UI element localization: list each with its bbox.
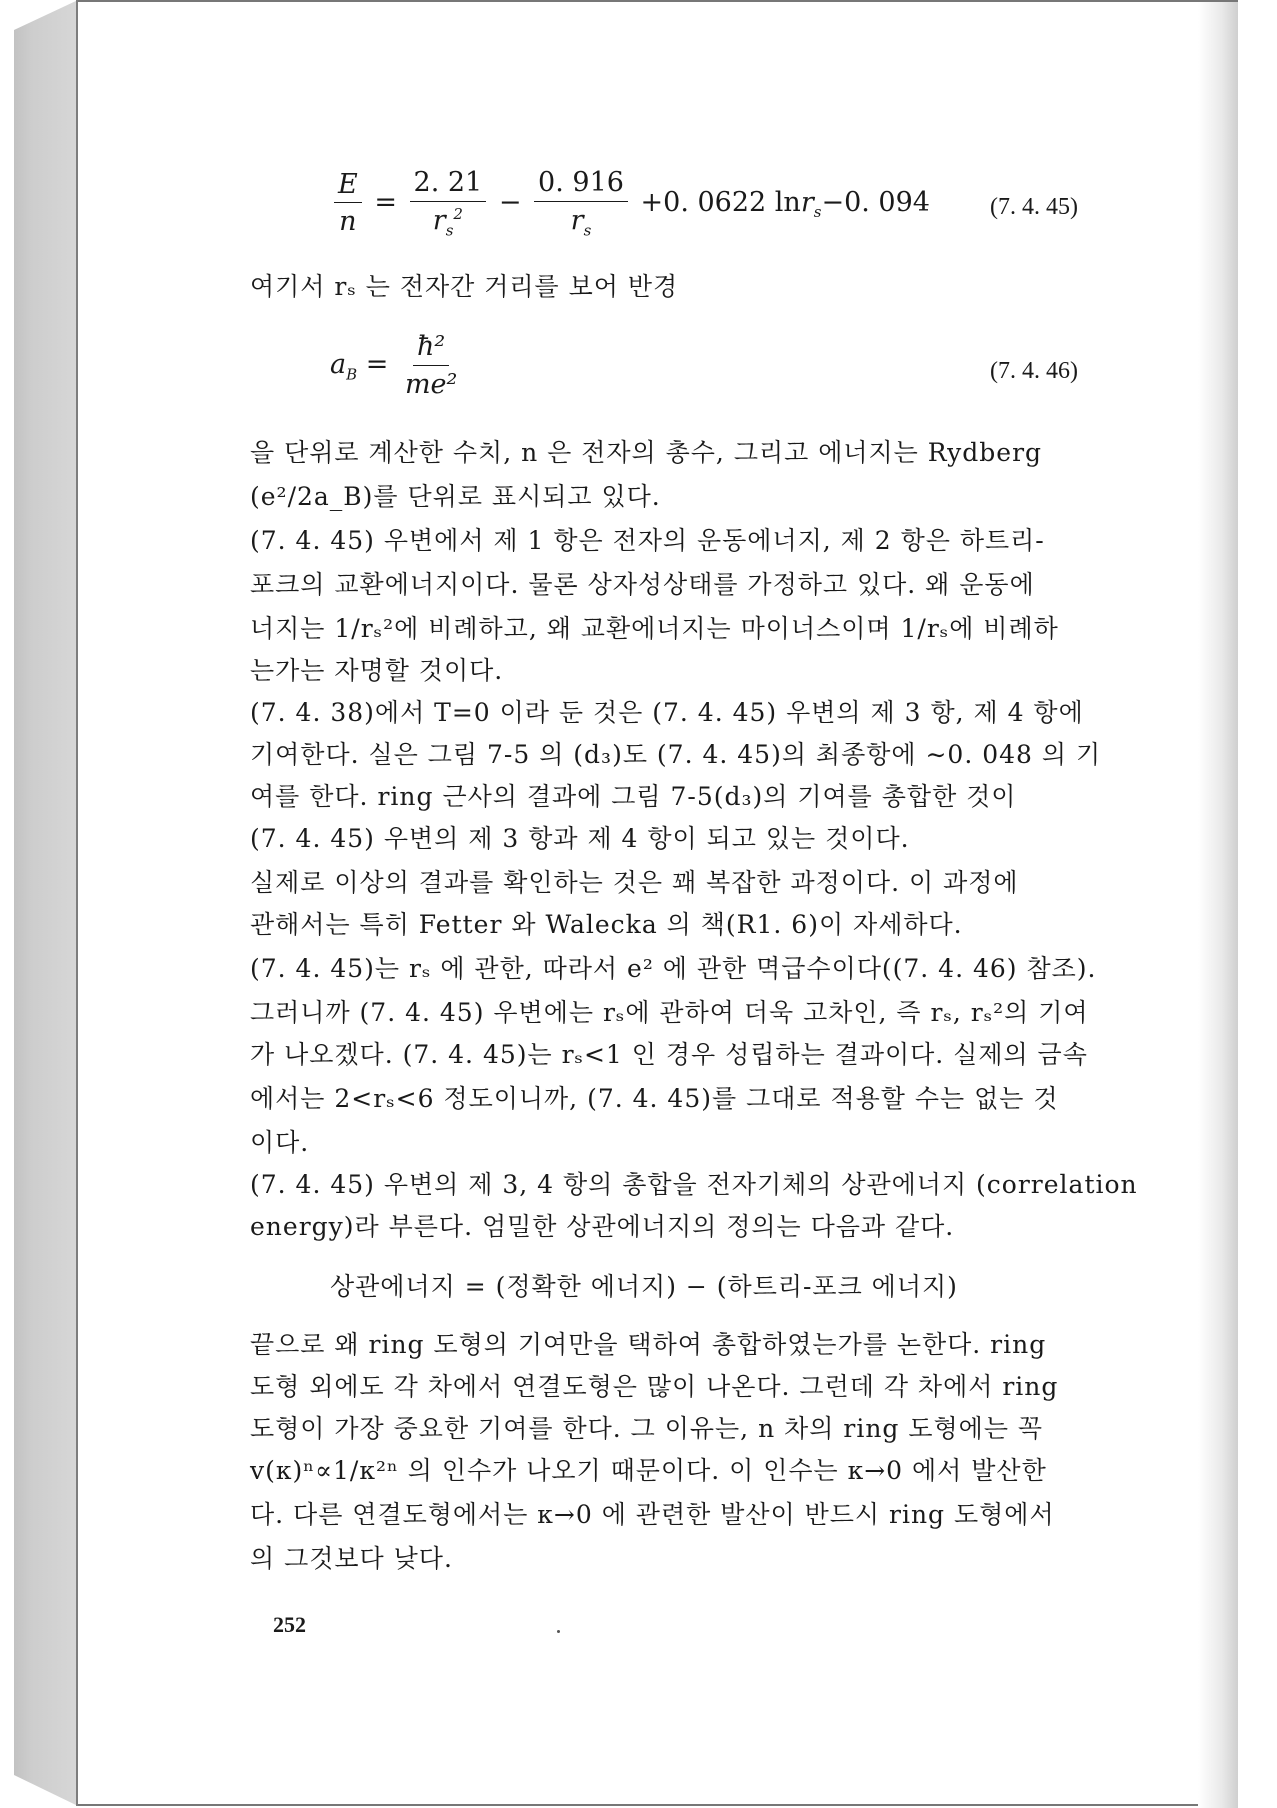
text-line: 는가는 자명할 것이다. [250, 656, 504, 685]
text-line: 을 단위로 계산한 수치, n 은 전자의 총수, 그리고 에너지는 Rydberg [250, 438, 1043, 467]
subscript: B [346, 365, 358, 384]
text-line: v(κ)ⁿ∝1/κ²ⁿ 의 인수가 나오기 때문이다. 이 인수는 κ→0 에서 발산한 [250, 1456, 1047, 1485]
equation-number: (7. 4. 45) [990, 194, 1078, 220]
frac-numerator: 2. 21 [410, 168, 487, 202]
r-symbol: r [570, 204, 584, 236]
page [78, 0, 1238, 1806]
eq-tail-end: −0. 094 [821, 186, 930, 218]
frac-numerator: ħ² [413, 332, 449, 366]
frac-numerator: 0. 916 [534, 168, 628, 202]
text-line: energy)라 부른다. 엄밀한 상관에너지의 정의는 다음과 같다. [250, 1212, 955, 1241]
text-line: 의 그것보다 낮다. [250, 1544, 453, 1573]
a-symbol: a [330, 349, 347, 381]
text-line: (e²/2a_B)를 단위로 표시되고 있다. [250, 482, 661, 511]
equals-sign: = [374, 186, 397, 218]
text-line: 이다. [250, 1128, 310, 1157]
frac-denominator: $r_s^2$ [432, 204, 463, 240]
frac-denominator: me² [404, 368, 458, 400]
text-line: 그러니까 (7. 4. 45) 우변에는 rₛ에 관하여 더욱 고차인, 즉 rₛ, rₛ²의 기여 [250, 998, 1089, 1027]
eq-tail: +0. 0622 ln [640, 186, 801, 218]
text-line: 여를 한다. ring 근사의 결과에 그림 7-5(d₃)의 기여를 총합한 것이 [250, 782, 1017, 811]
text-line: (7. 4. 45) 우변에서 제 1 항은 전자의 운동에너지, 제 2 항은 하트리- [250, 526, 1045, 555]
text-line: 가 나오겠다. (7. 4. 45)는 rₛ<1 인 경우 성립하는 결과이다. 실제의 금속 [250, 1040, 1088, 1069]
minus-sign: − [498, 186, 522, 218]
r-symbol: r [800, 186, 814, 218]
frac-term1 [410, 168, 487, 239]
text-line: 기여한다. 실은 그림 7-5 의 (d₃)도 (7. 4. 45)의 최종항에 ∼0. 048 의 기 [250, 740, 1102, 769]
text-line: (7. 4. 38)에서 T=0 이라 둔 것은 (7. 4. 45) 우변의 제 3 항, 제 4 항에 [250, 698, 1084, 727]
text-line: 에서는 2<rₛ<6 정도이니까, (7. 4. 45)를 그대로 적용할 수는 없는 것 [250, 1084, 1059, 1113]
text-line: 도형 외에도 각 차에서 연결도형은 많이 나온다. 그런데 각 차에서 ring [250, 1372, 1059, 1401]
text-line: (7. 4. 45)는 rₛ 에 관한, 따라서 e² 에 관한 멱급수이다((7. 4. 46) 참조). [250, 954, 1097, 983]
text-line: 여기서 rₛ 는 전자간 거리를 보어 반경 [250, 272, 679, 301]
frac-e-over-n [334, 170, 362, 237]
page-number: 252 [273, 1612, 306, 1637]
equation-number: (7. 4. 46) [990, 358, 1078, 384]
text-line: 너지는 1/rₛ²에 비례하고, 왜 교환에너지는 마이너스이며 1/rₛ에 비례하 [250, 614, 1059, 643]
text-line: (7. 4. 45) 우변의 제 3 항과 제 4 항이 되고 있는 것이다. [250, 824, 910, 853]
text-line: 실제로 이상의 결과를 확인하는 것은 꽤 복잡한 과정이다. 이 과정에 [250, 868, 1019, 897]
equals-sign: = [365, 349, 397, 381]
text-line: 끝으로 왜 ring 도형의 기여만을 택하여 총합하였는가를 논한다. ring [250, 1330, 1047, 1359]
print-speck [557, 1630, 560, 1633]
page-edge-shadow [1198, 2, 1238, 1808]
equation-7-4-46 [330, 332, 465, 399]
text-line-centered: 상관에너지 = (정확한 에너지) − (하트리-포크 에너지) [330, 1272, 958, 1301]
text-line: 다. 다른 연결도형에서는 κ→0 에 관련한 발산이 반드시 ring 도형에서 [250, 1500, 1055, 1529]
frac-numerator: E [334, 170, 362, 204]
r-symbol: r [432, 204, 446, 236]
equation-7-4-45: $\frac{E}{n}$ = $\frac{2. 21}{r_s^2}$ − $\frac{0. 916}{r_s}$ +0. 0622 lnr$_s$−0. 094 [330, 168, 930, 239]
frac-hbar-over-me [401, 332, 461, 399]
text-line: (7. 4. 45) 우변의 제 3, 4 항의 총합을 전자기체의 상관에너지 (correlation [250, 1170, 1138, 1199]
frac-denominator: $r_s$ [570, 204, 592, 240]
text-line: 포크의 교환에너지이다. 물론 상자성상태를 가정하고 있다. 왜 운동에 [250, 570, 1035, 599]
text-line: 관해서는 특히 Fetter 와 Walecka 의 책(R1. 6)이 자세하다. [250, 910, 963, 939]
frac-term2 [534, 168, 628, 239]
frac-denominator: n [339, 206, 357, 238]
text-line: 도형이 가장 중요한 기여를 한다. 그 이유는, n 차의 ring 도형에는 꼭 [250, 1414, 1044, 1443]
book-spine [0, 0, 78, 1806]
